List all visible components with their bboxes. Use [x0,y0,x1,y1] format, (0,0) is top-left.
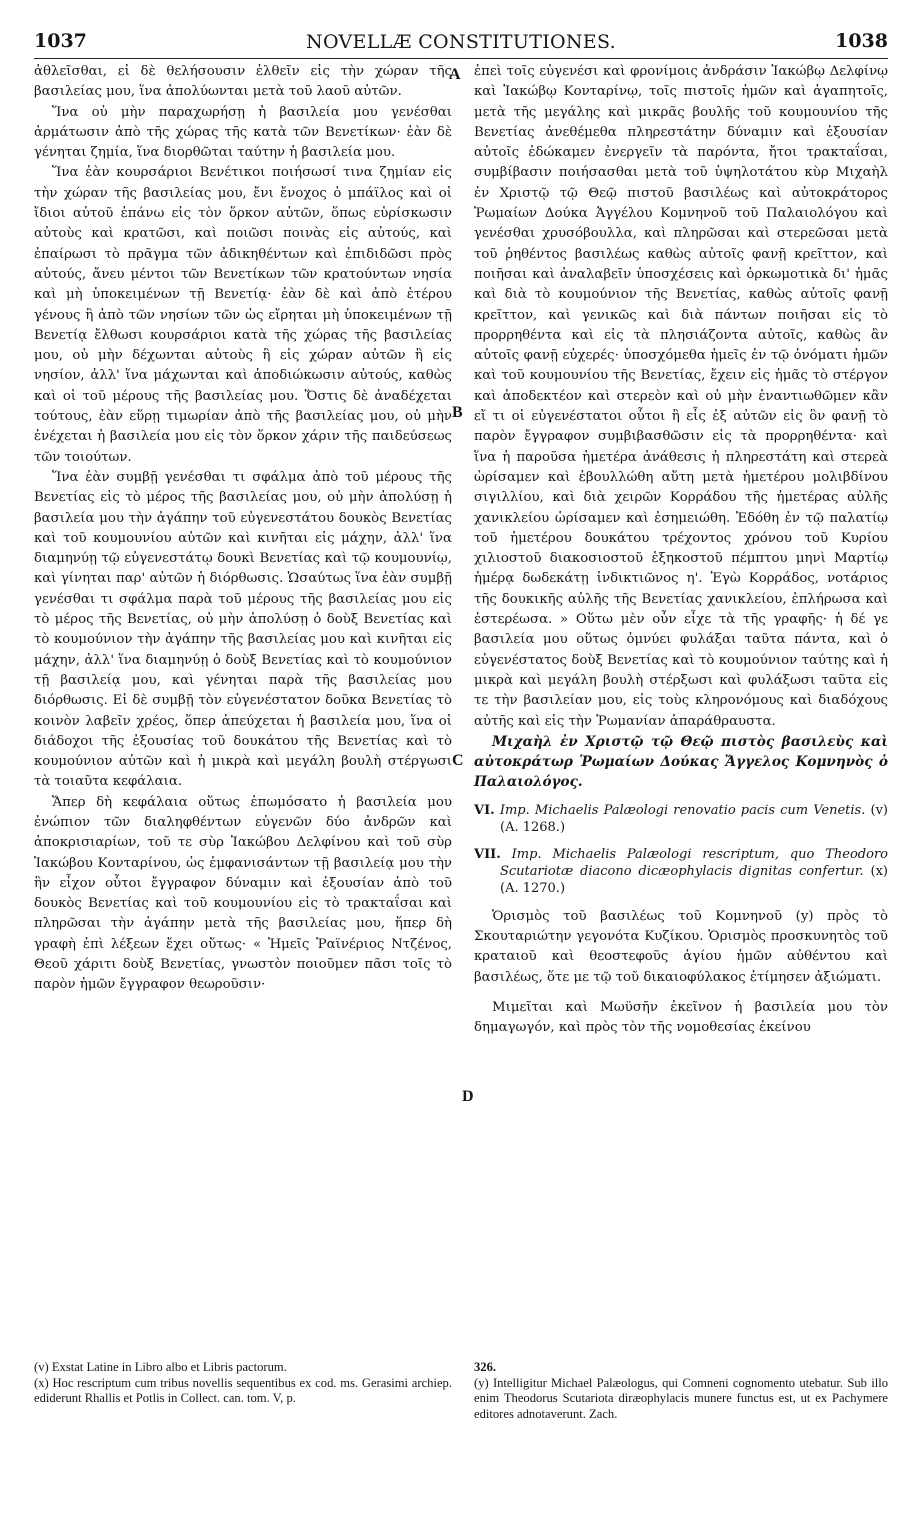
section-number: VI. [474,802,495,818]
left-paragraph-5: Ἅπερ δὴ κεφάλαια οὕτως ἐπωμόσατο ἡ βασιλεία μου ἐνώπιον τῶν διαληφθέντων εὐγενῶν δύο ἀνδρῶν καὶ ἀποκρισιαρίων, τοῦ τε σὺρ Ἰακώβου Δελφίνου καὶ τοῦ σὺρ Ἰακώβου Κονταρίνου, ὡς ἐμφανισάντων τῇ βασιλείᾳ μου τὴν ἣν εἶχον οὗτοι ἔγγραφον δύναμιν καὶ ἐξουσίαν ἀπὸ τοῦ δουκὸς Βενετίας καὶ τοῦ κουμουνίου εἰς τὸ τρακταΐσαι καὶ πληρῶσαι τὴν ἀγάπην μετὰ τῆς βασιλείας μου, ἥπερ δὴ γραφὴ ἐπὶ λέξεων ἔχει οὕτως· « Ἡμεῖς Ῥαϊνέριος Ντζένος, Θεοῦ χάριτι δοὺξ Βενετίας, γνωστὸν ποιοῦμεν πᾶσι τοῖς τὸ παρὸν ἡμῶν ἔγγραφον θεωροῦσιν· [34,794,452,993]
footnote-ref: (v) [870,802,889,818]
section-number: VII. [474,846,501,862]
section-heading-vii [474,846,888,897]
page-header [34,30,888,59]
footnote-v: (v) Exstat Latine in Libro albo et Libris pactorum. [34,1360,287,1374]
page-number-left: 1037 [34,30,87,52]
section-heading-vi [474,802,888,836]
footnote-ref: (x) [870,863,889,879]
left-paragraph-4: Ἵνα ἐὰν συμβῇ γενέσθαι τι σφάλμα ἀπὸ τοῦ μέρους τῆς Βενετίας εἰς τὸ μέρος τῆς βασιλείας μου, οὐ μὴν ἀπολύσῃ ἡ βασιλεία μου τὴν ἀγάπην τοῦ εὐγενεστάτου δουκὸς Βενετίας καὶ τοῦ κουμουνίου αὐτῶν καὶ κινῆται εἰς μάχην, ἀλλ' ἵνα διαμηνύῃ τῷ εὐγενεστάτῳ δουκὶ Βενετίας καὶ τῷ κουμουνίῳ, καὶ γίνηται παρ' αὐτῶν ἡ διόρθωσις. Ὡσαύτως ἵνα ἐὰν συμβῇ γενέσθαι τι σφάλμα παρὰ τοῦ μέρους τῆς βασιλείας μου εἰς τὸ μέρος τῆς Βενετίας, οὐ μὴν ἀπολύσῃ ὁ δοὺξ Βενετίας καὶ τὸ κουμούνιον τὴν ἀγάπην τῆς βασιλείας μου καὶ κινῆται εἰς μάχην, ἀλλ' ἵνα διαμηνύῃ ὁ δοὺξ Βενετίας καὶ τὸ κουμούνιον τῇ βασιλείᾳ μου, καὶ γένηται παρὰ τῆς βασιλείας μου διόρθωσις. Εἰ δὲ συμβῇ τὸν εὐγενέστατον δοῦκα Βενετίας τὸ κοινὸν λαβεῖν χρέος, ὅπερ ἀπεύχεται ἡ βασιλεία μου, ἵνα οἱ διάδοχοι τῆς ἐξουσίας τοῦ δουκάτου τῆς Βενετίας καὶ τὸ κουμούνιον αὐτῶν καὶ ἡ μικρὰ καὶ μεγάλη βουλὴ στέργωσι τὰ τοιαῦτα κεφάλαια. [34,469,452,790]
left-paragraph-2: Ἵνα οὐ μὴν παραχωρήσῃ ἡ βασιλεία μου γενέσθαι ἁρμάτωσιν ἀπὸ τῆς χώρας τῆς κατὰ τῶν Βενετίκων· ἐὰν δὲ γένηται ζημία, ἵνα διορθῶται ταύτην ἡ βασιλεία μου. [34,104,452,161]
right-paragraph-3: Μιμεῖται καὶ Μωϋσῆν ἐκεῖνον ἡ βασιλεία μου τὸν δημαγωγόν, καὶ πρὸς τὸν τῆς νομοθεσίας ἐκείνου [474,999,888,1036]
page-number-right: 1038 [835,30,888,52]
right-column [474,62,888,1039]
margin-marker-c: C [452,752,464,769]
section-year: (A. 1270.) [500,880,566,896]
margin-marker-d: D [462,1088,474,1105]
section-title: Imp. Michaelis Palæologi rescriptum, quo Theodoro Scutariotæ diacono dicæophylacis dignitas confertur. [500,846,888,879]
footnote-x: (x) Hoc rescriptum cum tribus novellis sequentibus ex cod. ms. Gerasimi archiep. ediderunt Rhallis et Potlis in Collect. can. tom. V, p. [34,1375,452,1405]
footnotes-left [34,1360,452,1407]
right-paragraph-2: Ὁρισμὸς τοῦ βασιλέως τοῦ Κομνηνοῦ (y) πρὸς τὸ Σκουταριώτην γεγονότα Κυζίκου. Ὁρισμὸς προσκυνητὸς τοῦ κραταιοῦ καὶ θεοστεφοῦς ἁγίου ἡμῶν αὐθέντου καὶ βασιλέως, ὅτε με τῷ τοῦ δικαιοφύλακος ἐτίμησεν ἀξιώματι. [474,908,888,985]
footnote-page-ref: 326. [474,1360,497,1374]
margin-marker-b: B [452,404,463,421]
margin-marker-a: A [449,66,461,83]
footnote-y: (y) Intelligitur Michael Palæologus, qui Comneni cognomento utebatur. Sub illo enim Theodorus Scutariota diræophylacis munere functus est, ut ex Pachymere editores adnotaverunt. Zach. [474,1375,888,1421]
running-title: NOVELLÆ CONSTITUTIONES. [306,31,616,53]
footnotes-right [474,1360,888,1422]
section-year: (A. 1268.) [500,819,566,835]
left-column [34,62,452,996]
section-title: Imp. Michaelis Palæologi renovatio pacis cum Venetis. [499,802,866,818]
left-paragraph-3: Ἵνα ἐὰν κουρσάριοι Βενέτικοι ποιήσωσί τινα ζημίαν εἰς τὴν χώραν τῆς βασιλείας μου, ἔνι ἔνοχος ὁ μπάϊλος καὶ οἱ ἴδιοι αὐτοῦ ἐπάνω εἰς τὸν ὅρκον αὐτῶν, ὅπως εὑρίσκωσιν αὐτοὺς καὶ κρατῶσι, καὶ ποιῶσι ποινὰς εἰς αὐτούς, καὶ ἐπαίρωσι τὸ πρᾶγμα τῶν ἀδικηθέντων καὶ ἐπιδιδῶσι πρὸς αὐτούς, ἄνευ μέντοι τῶν Βενετίκων τῶν κρατούντων νησία καὶ μὴ ὑποκειμένων τῇ Βενετίᾳ· ἐὰν δὲ καὶ ἀπὸ ἑτέρου γένους ἢ ἀπὸ τῶν νησίων τῶν ὡς εἴρηται μὴ ὑποκειμένων τῇ Βενετίᾳ ἔλθωσι κουρσάριοι κατὰ τῆς χώρας τῆς βασιλείας μου, οὐ μὴν δέχωνται αὐτοὺς ἢ εἰς χώραν αὐτῶν ἢ εἰς νησίον, ἀλλ' ἵνα μάχωνται καὶ ἀποδιώκωσιν αὐτούς, καθὼς καὶ οἱ τοῦ μέρους τῆς βασιλείας μου. Ὅστις δὲ ἀναδέχεται τούτους, ἐὰν εὕρῃ τιμωρίαν ἀπὸ τῆς βασιλείας μου, οὐ μὴν ἐνέχεται ἡ βασιλεία μου εἰς τὸν ὅρκον χάριν τῆς παιδεύσεως τῶν τοιούτων. [34,165,452,465]
left-paragraph-1: ἀθλεῖσθαι, εἰ δὲ θελήσουσιν ἐλθεῖν εἰς τὴν χώραν τῆς βασιλείας μου, ἵνα ἀπολύωνται μετὰ τοῦ λαοῦ αὐτῶν. [34,64,452,100]
imperial-signature: Μιχαὴλ ἐν Χριστῷ τῷ Θεῷ πιστὸς βασιλεὺς καὶ αὐτοκράτωρ Ῥωμαίων Δούκας Ἄγγελος Κομνηνὸς ὁ Παλαιολόγος. [474,733,888,790]
right-paragraph-1: ἐπεὶ τοῖς εὐγενέσι καὶ φρονίμοις ἀνδράσιν Ἰακώβῳ Δελφίνῳ καὶ Ἰακώβῳ Κονταρίνῳ, τοῖς πιστοῖς ἡμῶν καὶ ἀγαπητοῖς, μετὰ τῆς μεγάλης καὶ μικρᾶς βουλῆς τοῦ κουμουνίου τῆς Βενετίας ἀνεθέμεθα πληρεστάτην δύναμιν καὶ ἐξουσίαν αὐτοῖς ἐδώκαμεν ἐνεργεῖν τὰ παρόντα, ἤτοι τρακταΐσαι, συμβίβασιν ποιήσασθαι μετὰ τοῦ ὑψηλοτάτου κὺρ Μιχαὴλ ἐν Χριστῷ τῷ Θεῷ πιστοῦ βασιλέως καὶ αὐτοκράτορος Ῥωμαίων Δούκα Ἀγγέλου Κομνηνοῦ τοῦ Παλαιολόγου καὶ γενέσθαι χρυσόβουλλα, καὶ πληρῶσαι καὶ στερεῶσαι μετὰ τοῦ ῥηθέντος βασιλέως καθὼς αὐτοῖς φανῇ κρεῖττον, καὶ ποιῆσαι καὶ ἀναλαβεῖν ὑποσχέσεις καὶ ὁρκωμοτικὰ δι' ἡμᾶς καὶ διὰ τὸ κουμούνιον τῆς Βενετίας, καθὼς αὐτοῖς φανῇ κρεῖττον, καὶ γενικῶς καὶ διὰ πάντων ποιῆσαι εἰς τὸ προρρηθέντα καὶ εἰς τὰ πλησιάζοντα αὐτοῖς, καθὼς ἂν αὐτοῖς φανῇ εὐχερές· ὑποσχόμεθα ἡμεῖς ἐν τῷ ὀνόματι ἡμῶν καὶ τοῦ κουμουνίου τῆς Βενετίας, ἔχειν εἰς ἡμᾶς τὸ στέργον καὶ ἀποδεκτέον καὶ στερεὸν καὶ οὐ μὴν ἐναντιωθῶμεν κἂν εἴ τι οἱ εὐγενέστατοι οὗτοι ἢ εἷς ἐξ αὐτῶν εἰς ὃν φανῇ τὸ παρὸν ἔγγραφον συμβιβασθῶσιν εἰς τὰ προρρηθέντα· καὶ ἵνα ἡ παροῦσα ἡμετέρα ἀνάθεσις ἡ πληρεστάτη καὶ στερεὰ ὡρίσαμεν καὶ ἐβουλλώθη αὕτη μετὰ ἡμετέρου μολιβδίνου σιγιλλίου, καὶ διὰ χειρῶν Κορράδου τῆς ἡμετέρας αὐλῆς χανικλείου ὡρίσαμεν καὶ ἐσημειώθη. Ἐδόθη ἐν τῷ παλατίῳ τοῦ ἡμετέρου δουκάτου τρέχοντος χρόνου τοῦ Κυρίου χιλιοστοῦ διακοσιοστοῦ ἑξηκοστοῦ πέμπτου μηνὶ Μαρτίῳ ἡμέρᾳ δωδεκάτῃ ἰνδικτιῶνος η'. Ἐγὼ Κορράδος, νοτάριος τῆς δουκικῆς αὐλῆς τῆς Βενετίας χανικλείου, ἐπλήρωσα καὶ ἐστερέωσα. » Οὕτω μὲν οὖν εἶχε τὰ τῆς γραφῆς· ἡ δέ γε βασιλεία μου οὕτως ὀμνύει φυλάξαι ταῦτα πάντα, καὶ ὁ εὐγενέστατος δοὺξ Βενετίας καὶ τὸ κουμούνιον ταύτης καὶ ἡ μικρὰ καὶ μεγάλη βουλὴ στέρξωσι καὶ φυλάξωσι ταῦτα εἰς τε τὴν βασιλείαν μου, εἰς τοὺς κληρονόμους καὶ διαδόχους αὐτῆς καὶ εἰς τὴν Ῥωμανίαν ἀπαράθραυστα. [474,64,888,729]
